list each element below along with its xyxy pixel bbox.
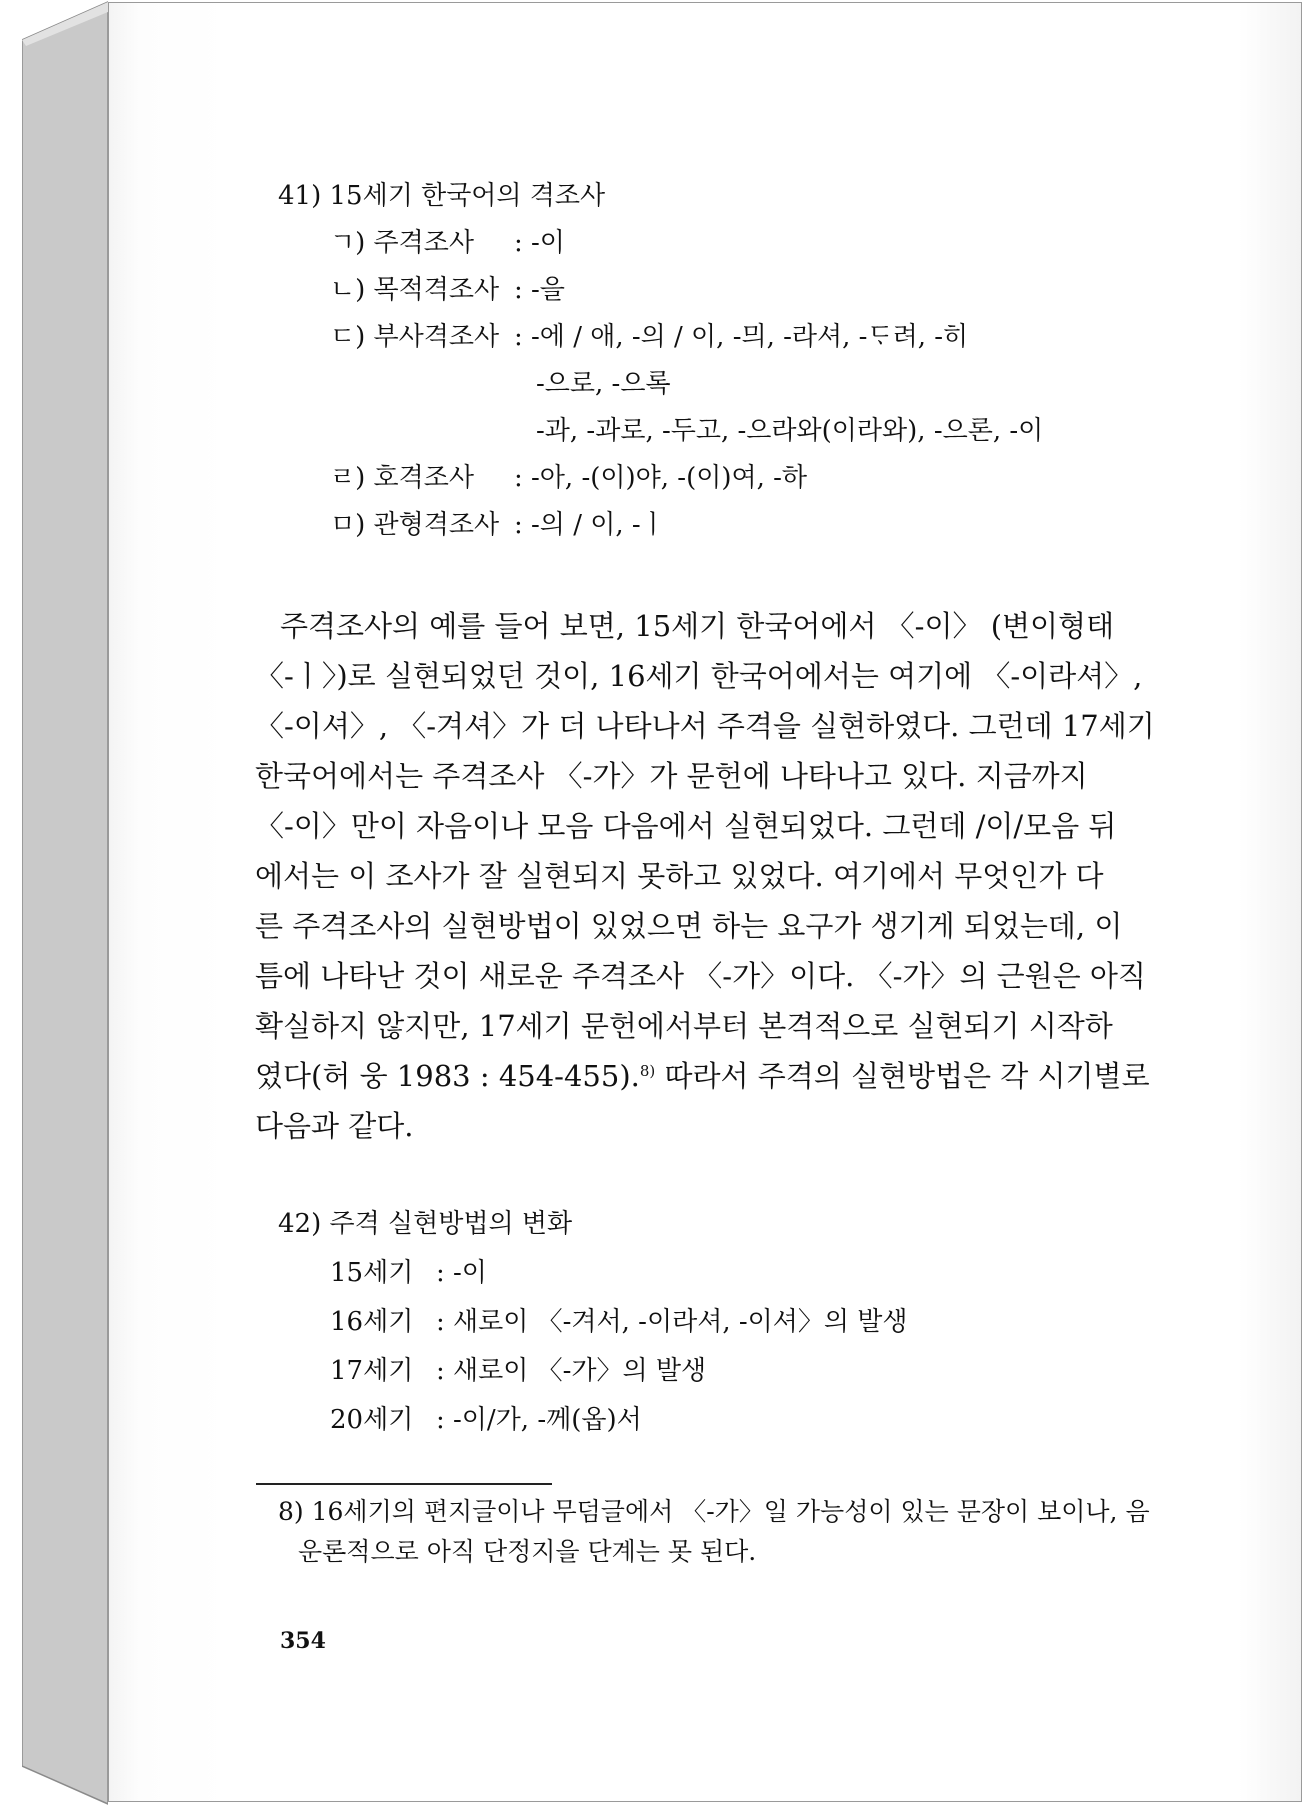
example-41-title: 41) 15세기 한국어의 격조사: [278, 181, 606, 211]
paragraph-line: 한국어에서는 주격조사 〈-가〉가 문헌에 나타나고 있다. 지금까지: [255, 759, 1088, 793]
example-42-item: 17세기 : 새로이 〈-가〉의 발생: [330, 1356, 707, 1386]
page-number: 354: [280, 1628, 326, 1654]
footnote-line: 8) 16세기의 편지글이나 무덤글에서 〈-가〉일 가능성이 있는 문장이 보이나, 음: [278, 1497, 1150, 1526]
paragraph-line: 른 주격조사의 실현방법이 있었으면 하는 요구가 생기게 되었는데, 이: [255, 909, 1123, 943]
example-41-continuation: -으로, -으록: [536, 369, 671, 399]
example-42-title: 42) 주격 실현방법의 변화: [278, 1209, 573, 1239]
example-41-item: ㅁ) 관형격조사 : -의 / 이, -ㅣ: [330, 510, 666, 540]
paragraph-line: 〈-이셔〉, 〈-겨셔〉가 더 나타나서 주격을 실현하였다. 그런데 17세기: [255, 709, 1155, 743]
paragraph-line: 주격조사의 예를 들어 보면, 15세기 한국어에서 〈-이〉 (변이형태: [280, 609, 1115, 643]
footnote-reference[interactable]: 8): [639, 1062, 656, 1080]
footnote-divider: [256, 1483, 552, 1485]
paragraph-line: 다음과 같다.: [255, 1109, 414, 1143]
example-41-item: ㄴ) 목적격조사 : -을: [330, 275, 565, 305]
example-41-item: ㄱ) 주격조사 : -이: [330, 228, 565, 258]
paragraph-line: 확실하지 않지만, 17세기 문헌에서부터 본격적으로 실현되기 시작하: [255, 1009, 1113, 1043]
paragraph-line: 틈에 나타난 것이 새로운 주격조사 〈-가〉이다. 〈-가〉의 근원은 아직: [255, 959, 1146, 993]
paragraph-line: 〈-이〉만이 자음이나 모음 다음에서 실현되었다. 그런데 /이/모음 뒤: [255, 809, 1117, 843]
paragraph-line: 였다(허 웅 1983 : 454-455).$^{8)}$ 따라서 주격의 실현방법은 각 시기별로: [255, 1059, 1150, 1093]
footnote-line: 운론적으로 아직 단정지을 단계는 못 된다.: [298, 1537, 757, 1566]
example-41-item: ㄹ) 호격조사 : -아, -(이)야, -(이)여, -하: [330, 463, 808, 493]
example-42-item: 20세기 : -이/가, -께(옵)서: [330, 1405, 642, 1435]
paragraph-line: 〈-ㅣ〉)로 실현되었던 것이, 16세기 한국어에서는 여기에 〈-이라셔〉,: [255, 659, 1143, 693]
paragraph-line: 에서는 이 조사가 잘 실현되지 못하고 있었다. 여기에서 무엇인가 다: [255, 859, 1104, 893]
example-42-item: 15세기 : -이: [330, 1258, 487, 1288]
example-41-item: ㄷ) 부사격조사 : -에 / 애, -의 / 이, -믜, -라셔, -ᄃᆞ려, -히: [330, 322, 969, 352]
example-42-item: 16세기 : 새로이 〈-겨서, -이라셔, -이셔〉의 발생: [330, 1307, 908, 1337]
example-41-continuation: -과, -과로, -두고, -으라와(이라와), -으론, -이: [536, 416, 1044, 446]
